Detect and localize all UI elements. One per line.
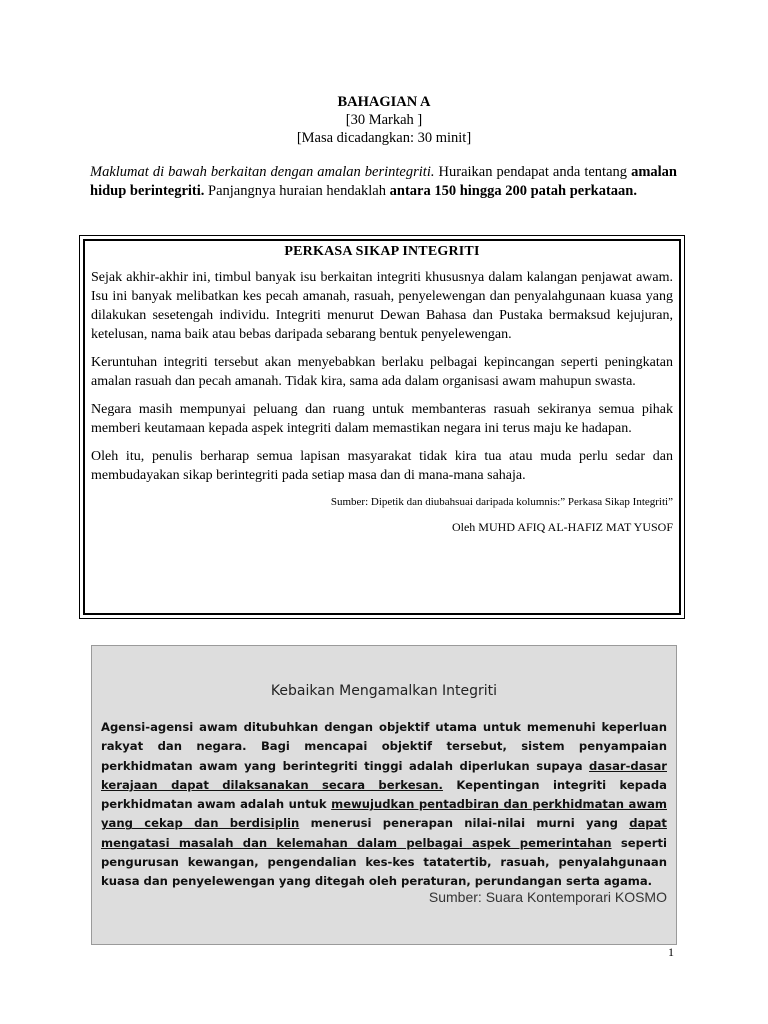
marks-label: [30 Markah ] [345, 112, 423, 128]
excerpt-source: Sumber: Suara Kontemporari KOSMO [428, 888, 667, 905]
article-paragraph-3: Negara masih mempunyai peluang dan ruang untuk membanteras rasuah sekiranya semua pihak memberi keutamaan kepada aspek integriti dalam memastikan negara ini terus maju ke hadapan. [91, 402, 673, 436]
intro-text-2: Huraikan pendapat anda tentang [434, 164, 632, 180]
question-instructions [90, 163, 677, 201]
excerpt-title: Kebaikan Mengamalkan Integriti [270, 683, 498, 699]
excerpt-seg-3: menerusi penerapan nilai-nilai murni yang [299, 816, 630, 831]
time-label: [Masa dicadangkan: 30 minit] [296, 130, 472, 146]
article-box [79, 235, 685, 619]
section-header [0, 93, 768, 147]
intro-bold-1: amalan hidup berintegriti. [90, 164, 677, 199]
excerpt-text [101, 718, 667, 892]
excerpt-underline-1: dasar-dasar kerajaan dapat dilaksanakan secara berkesan. [101, 758, 667, 792]
article-paragraph-2: Keruntuhan integriti tersebut akan menyebabkan berlaku pelbagai kepincangan seperti peningkatan amalan rasuah dan pecah amanah. Tidak kira, sama ada dalam organisasi awam mahupun swasta. [91, 355, 673, 389]
article-paragraph-4: Oleh itu, penulis berharap semua lapisan masyarakat tidak kira tua atau muda perlu sedar dan membudayakan sikap berintegriti pada setiap masa dan di mana-mana sahaja. [91, 449, 673, 483]
article-paragraph-1: Sejak akhir-akhir ini, timbul banyak isu berkaitan integriti khususnya dalam kalangan penjawat awam. Isu ini banyak melibatkan kes pecah amanah, rasuah, penyelewengan dan penyalahgunaan kuasa yang dilakukan sesetengah individu. Integriti menurut Dewan Bahasa dan Pustaka bermaksud kejujuran, ketelusan, nama baik atau bebas daripada sebarang bentuk penyelewengan. [91, 270, 673, 342]
section-title: BAHAGIAN A [337, 94, 431, 110]
article-author: Oleh MUHD AFIQ AL-HAFIZ MAT YUSOF [451, 520, 673, 534]
excerpt-underline-3: dapat mengatasi masalah dan kelemahan dalam pelbagai aspek pemerintahan [101, 816, 667, 850]
page-number: 1 [668, 945, 674, 959]
article-box-inner [83, 239, 681, 615]
excerpt-underline-2: mewujudkan pentadbiran dan perkhidmatan awam yang cekap dan berdisiplin [101, 797, 667, 831]
excerpt-seg-1: Agensi-agensi awam ditubuhkan dengan objektif utama untuk memenuhi keperluan rakyat dan negara. Bagi mencapai objektif tersebut, sistem penyampaian perkhidmatan awam yang berintegriti tinggi adalah diperlukan supaya [101, 720, 667, 773]
article-title: PERKASA SIKAP INTEGRITI [284, 244, 480, 259]
intro-bold-2: antara 150 hingga 200 patah perkataan. [389, 183, 637, 199]
article-source: Sumber: Dipetik dan diubahsuai daripada kolumnis:” Perkasa Sikap Integriti” [330, 496, 673, 508]
intro-text-3: Panjangnya huraian hendaklah [204, 183, 390, 199]
intro-italic: Maklumat di bawah berkaitan dengan amalan berintegriti. [90, 164, 435, 180]
excerpt-box [91, 645, 677, 945]
excerpt-seg-4: seperti pengurusan kewangan, pengendalian kes-kes tatatertib, rasuah, penyalahgunaan kuasa dan penyelewengan yang ditegah oleh peraturan, perundangan serta agama. [101, 835, 667, 889]
excerpt-seg-2: Kepentingan integriti kepada perkhidmatan awam adalah untuk [101, 777, 667, 812]
